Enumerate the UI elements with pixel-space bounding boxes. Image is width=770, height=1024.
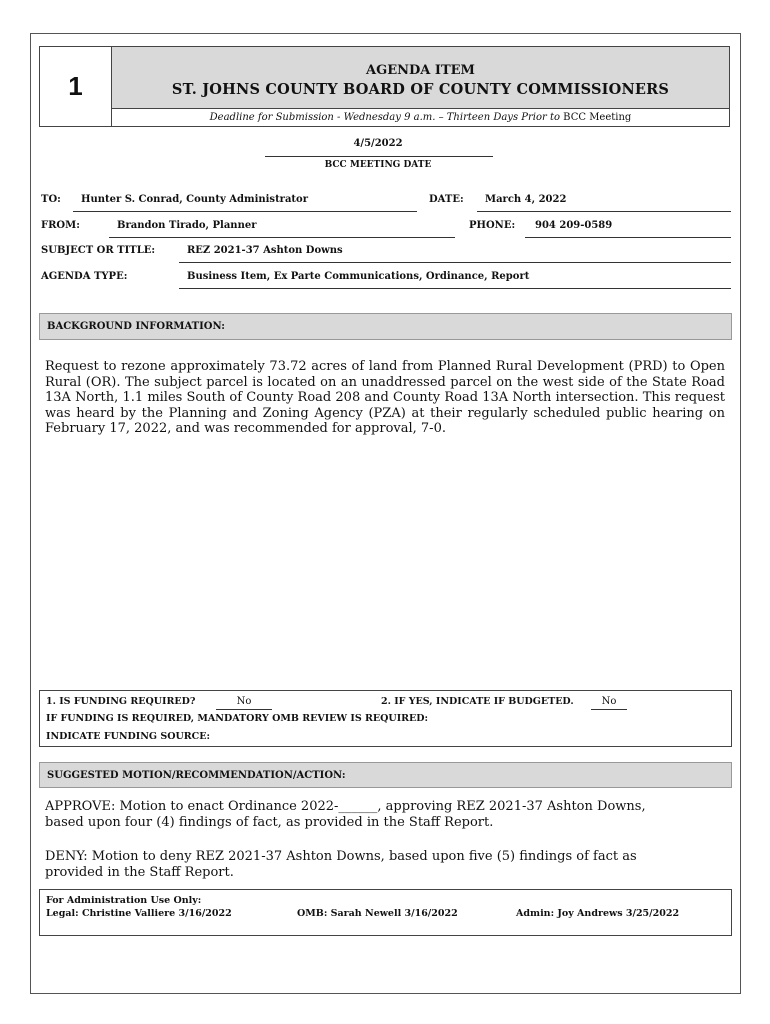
legal-signoff: Legal: Christine Valliere 3/16/2022 [46, 908, 232, 919]
admin-use-heading: For Administration Use Only: [46, 895, 202, 906]
to-label: TO: [41, 194, 61, 205]
deadline-prefix: Deadline for Submission - Wednesday 9 a.m. – Thirteen Days Prior to [209, 112, 560, 123]
date-label: DATE: [429, 194, 464, 205]
from-value: Brandon Tirado, Planner [117, 220, 257, 231]
agenda-item-number: 1 [40, 47, 112, 126]
motion-deny: DENY: Motion to deny REZ 2021-37 Ashton Downs, based upon five (5) findings of fact as provided in the Staff Report. [45, 849, 637, 880]
agenda-header [39, 46, 730, 127]
funding-required-value: No [216, 696, 272, 710]
admin-use-box [39, 889, 732, 936]
agenda-title-line1: AGENDA ITEM [366, 63, 475, 78]
funding-box [39, 690, 732, 747]
agenda-title-block [112, 47, 729, 109]
budgeted-value: No [591, 696, 627, 710]
from-label: FROM: [41, 220, 80, 231]
date-rule [477, 211, 731, 212]
funding-source-label: INDICATE FUNDING SOURCE: [46, 731, 210, 742]
meeting-date-rule [265, 156, 493, 157]
background-text: Request to rezone approximately 73.72 acres of land from Planned Rural Development (PRD) to Open Rural (OR). The subject parcel is located on an unaddressed parcel on the west side of the State Road 13A North, 1.1 miles South of County Road 208 and County Road 13A North intersection. This request was heard by the Planning and Zoning Agency (PZA) at their regularly scheduled public hearing on February 17, 2022, and was recommended for approval, 7-0. [45, 359, 725, 436]
budgeted-label: 2. IF YES, INDICATE IF BUDGETED. [381, 696, 574, 707]
agenda-form-page [30, 33, 741, 994]
phone-value: 904 209-0589 [535, 220, 613, 231]
phone-rule [525, 237, 731, 238]
subject-rule [179, 262, 731, 263]
agenda-type-value: Business Item, Ex Parte Communications, Ordinance, Report [187, 271, 530, 282]
omb-signoff: OMB: Sarah Newell 3/16/2022 [297, 908, 458, 919]
meeting-date-label: BCC MEETING DATE [324, 160, 432, 170]
omb-review-note: IF FUNDING IS REQUIRED, MANDATORY OMB REVIEW IS REQUIRED: [46, 713, 429, 724]
date-value: March 4, 2022 [485, 194, 567, 205]
subject-label: SUBJECT OR TITLE: [41, 245, 156, 256]
from-rule [109, 237, 455, 238]
to-value: Hunter S. Conrad, County Administrator [81, 194, 308, 205]
to-rule [73, 211, 417, 212]
subject-value: REZ 2021-37 Ashton Downs [187, 245, 343, 256]
agenda-type-label: AGENDA TYPE: [41, 271, 128, 282]
background-heading: BACKGROUND INFORMATION: [39, 313, 732, 340]
agenda-type-rule [179, 288, 731, 289]
meeting-date-value: 4/5/2022 [353, 138, 403, 149]
submission-deadline [112, 110, 729, 126]
agenda-title-line2: ST. JOHNS COUNTY BOARD OF COUNTY COMMISSIONERS [171, 81, 670, 98]
admin-signoff: Admin: Joy Andrews 3/25/2022 [516, 908, 680, 919]
motion-heading: SUGGESTED MOTION/RECOMMENDATION/ACTION: [39, 762, 732, 788]
deadline-suffix: BCC Meeting [560, 112, 632, 123]
motion-approve: APPROVE: Motion to enact Ordinance 2022-______, approving REZ 2021-37 Ashton Downs, based upon four (4) findings of fact, as provided in the Staff Report. [45, 799, 646, 830]
funding-required-label: 1. IS FUNDING REQUIRED? [46, 696, 196, 707]
phone-label: PHONE: [469, 220, 516, 231]
